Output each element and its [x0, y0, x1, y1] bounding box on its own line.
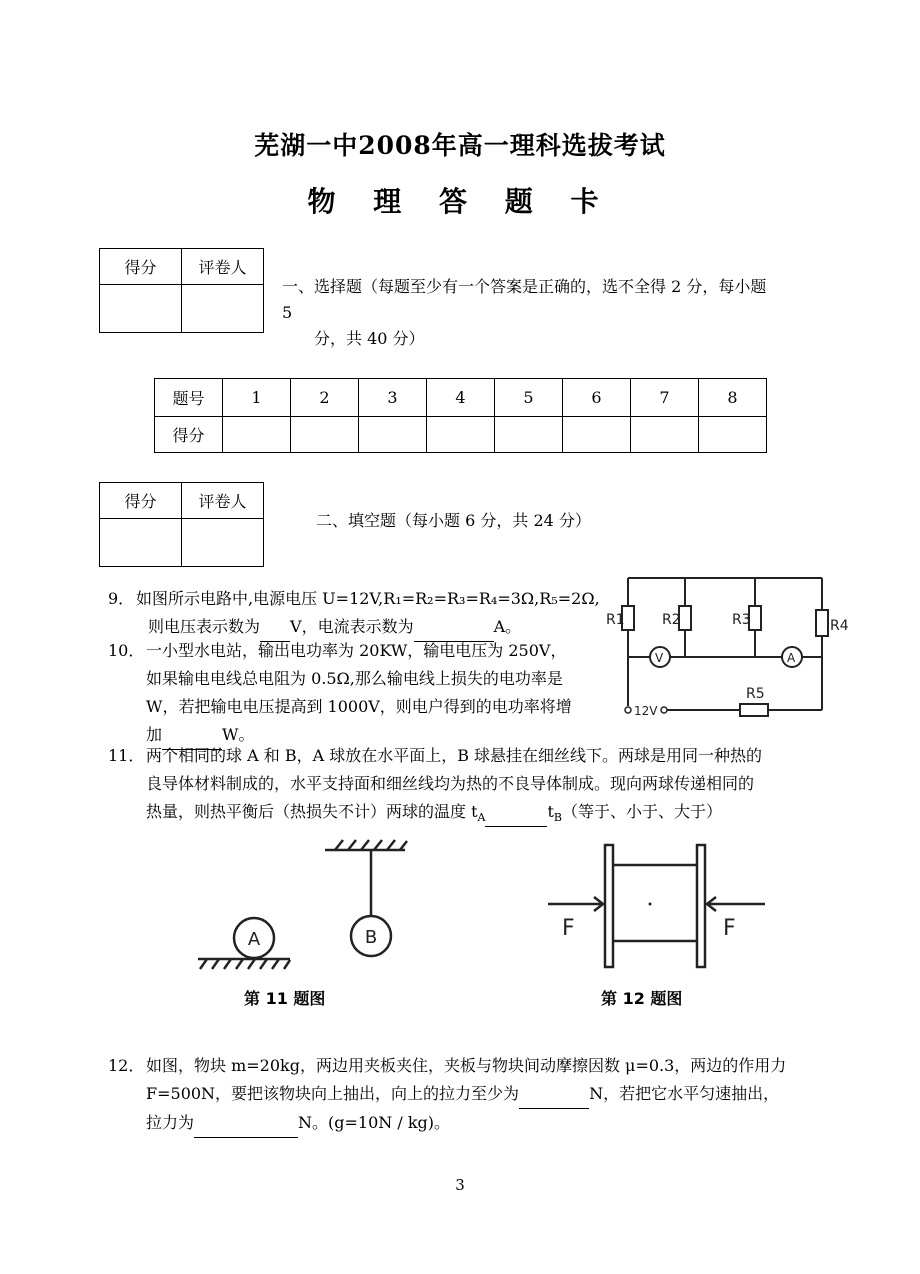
- score-cell[interactable]: [427, 417, 495, 453]
- score-cell[interactable]: [699, 417, 767, 453]
- question-number: 10．: [108, 641, 145, 660]
- page-number: 3: [455, 1176, 465, 1194]
- label-r5: R5: [746, 686, 765, 702]
- question-number: 4: [427, 379, 495, 417]
- question-number: 8: [699, 379, 767, 417]
- circuit-diagram: [600, 570, 850, 720]
- score-label: 得分: [100, 249, 182, 285]
- terminal-icon: [661, 707, 667, 713]
- question-11: 11． 两个相同的球 A 和 B，A 球放在水平面上，B 球悬挂在细丝线下。两球是用同一种热的 良导体材料制成的，水平支持面和细丝线均为热的不良导体制成。现向两球传递相同的 热量，则热平衡后（热损失不计）两球的温度 $t_A$ $t_B$（等于、小于、大于）: [108, 742, 828, 832]
- label-r2: R2: [662, 612, 681, 628]
- score-label: 得分: [100, 483, 182, 519]
- figure-11: [190, 835, 420, 975]
- block-center-dot: [649, 903, 652, 906]
- card-title: 物 理 答 题 卡: [307, 185, 613, 218]
- answer-table: [154, 378, 767, 453]
- grader-box-2: [99, 482, 264, 567]
- question-number: 6: [563, 379, 631, 417]
- section2-heading: 二、填空题（每小题 6 分，共 24 分）: [316, 511, 591, 530]
- score-cell[interactable]: [100, 285, 182, 333]
- ammeter-label: A: [787, 651, 796, 665]
- question-10: 10． 一小型水电站，输出电功率为 20KW，输电电压为 250V， 如果输电电线总电阻为 0.5Ω,那么输电线上损失的电功率是 W，若把输电电压提高到 1000V，则电户得到的电功率将增 加 W。: [108, 637, 608, 750]
- score-cell[interactable]: [223, 417, 291, 453]
- ball-b-label: B: [364, 927, 378, 948]
- question-number-label: 题号: [155, 379, 223, 417]
- grader-label: 评卷人: [182, 483, 264, 519]
- score-cell[interactable]: [291, 417, 359, 453]
- figure-12-caption: 第 12 题图: [601, 989, 683, 1008]
- question-12: 12． 如图，物块 m=20kg，两边用夹板夹住，夹板与物块间动摩擦因数 μ=0.3，两边的作用力 F=500N，要把该物块向上抽出，向上的拉力至少为 N，若把它水平匀速抽出， 拉力为 N。(g=10N / kg)。: [108, 1052, 828, 1138]
- score-row-label: 得分: [155, 417, 223, 453]
- label-r1: R1: [606, 612, 625, 628]
- ball-a-label: A: [247, 929, 261, 950]
- section1-heading: 一、选择题（每题至少有一个答案是正确的，选不全得 2 分，每小题 5 分，共 40 分）: [282, 277, 767, 348]
- grader-cell[interactable]: [182, 519, 264, 567]
- question-number: 9．: [108, 589, 135, 608]
- force-right-label: F: [723, 916, 736, 941]
- exam-title: 芜湖一中2008年高一理科选拔考试: [254, 131, 666, 160]
- figure-11-caption: 第 11 题图: [244, 989, 326, 1008]
- score-cell[interactable]: [563, 417, 631, 453]
- answer-blank[interactable]: [194, 1109, 298, 1138]
- question-number: 1: [223, 379, 291, 417]
- score-cell[interactable]: [359, 417, 427, 453]
- question-9: 9． 如图所示电路中,电源电压 U=12V,R₁=R₂=R₃=R₄=3Ω,R₅=2Ω, 则电压表示数为 V，电流表示数为 A。: [108, 585, 608, 642]
- question-number: 7: [631, 379, 699, 417]
- question-number: 5: [495, 379, 563, 417]
- question-number: 12．: [108, 1056, 145, 1075]
- score-cell[interactable]: [100, 519, 182, 567]
- source-label: 12V: [634, 704, 658, 718]
- score-cell[interactable]: [631, 417, 699, 453]
- figure-12: [540, 835, 775, 975]
- question-number: 2: [291, 379, 359, 417]
- answer-blank[interactable]: [485, 798, 547, 827]
- label-r3: R3: [732, 612, 751, 628]
- question-number: 11．: [108, 746, 145, 765]
- grader-box-1: [99, 248, 264, 333]
- terminal-icon: [625, 707, 631, 713]
- label-r4: R4: [830, 618, 849, 634]
- answer-blank[interactable]: [519, 1080, 589, 1109]
- grader-cell[interactable]: [182, 285, 264, 333]
- voltmeter-label: V: [655, 651, 664, 665]
- grader-label: 评卷人: [182, 249, 264, 285]
- force-left-label: F: [562, 916, 575, 941]
- question-number: 3: [359, 379, 427, 417]
- score-cell[interactable]: [495, 417, 563, 453]
